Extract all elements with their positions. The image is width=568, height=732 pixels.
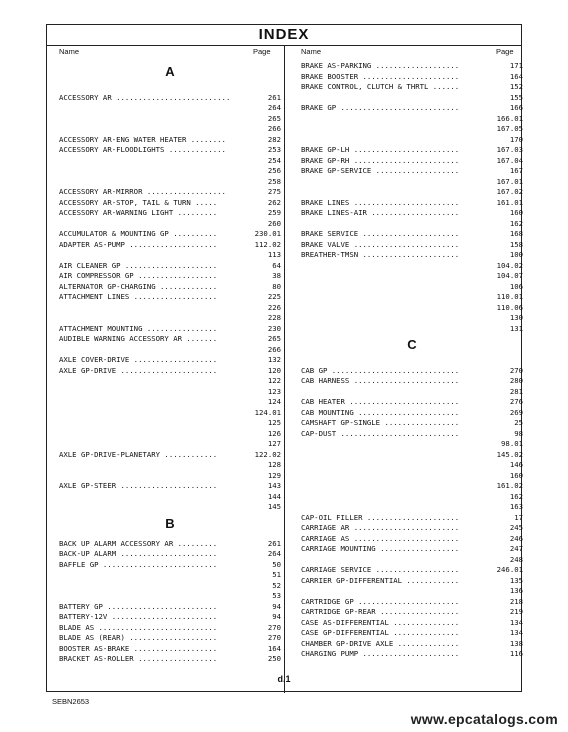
index-entry xyxy=(301,72,523,83)
entry-name: CAMSHAFT GP-SINGLE ................. xyxy=(301,418,460,427)
section-letter: A xyxy=(165,64,175,79)
entry-name: BRAKE GP-RH ........................ xyxy=(301,155,460,165)
index-entry xyxy=(301,208,523,219)
entry-name: BOOSTER AS-BRAKE ................... xyxy=(59,643,218,653)
index-entry xyxy=(301,271,523,282)
page-title: INDEX xyxy=(258,26,310,43)
index-entry xyxy=(301,649,523,660)
index-entry xyxy=(301,534,523,545)
index-entry xyxy=(59,623,281,634)
entry-page: 25 xyxy=(514,418,523,427)
entry-page: 134 xyxy=(509,617,523,627)
entry-page: 146 xyxy=(509,460,523,469)
entry-name: CARTRIDGE GP-REAR .................. xyxy=(301,607,460,616)
spacer xyxy=(301,355,523,366)
left-name-header: Name xyxy=(59,47,80,56)
entry-name: CARRIAGE AS ........................ xyxy=(301,533,460,543)
entry-name: ACCESSORY AR-MIRROR .................. xyxy=(59,187,226,196)
entry-page: 218 xyxy=(509,596,523,606)
entry-name: CAB GP ............................. xyxy=(301,365,460,375)
entry-page: 167 xyxy=(509,166,523,175)
entry-name: CARRIER GP-DIFFERENTIAL ............ xyxy=(301,575,460,585)
entry-page: 38 xyxy=(272,271,281,280)
entry-page: 265 xyxy=(267,334,281,343)
index-entry xyxy=(301,544,523,555)
entry-name: CASE AS-DIFFERENTIAL ............... xyxy=(301,617,460,627)
entry-page: 94 xyxy=(272,601,281,611)
entry-page: 266 xyxy=(267,124,281,133)
entry-name: CAP-DUST ........................... xyxy=(301,428,460,438)
entry-name: ACCUMULATOR & MOUNTING GP .......... xyxy=(59,229,218,238)
section-letter: C xyxy=(407,337,417,352)
entry-page: 253 xyxy=(267,145,281,154)
entry-name: BRAKE GP ........................... xyxy=(301,103,460,112)
index-entry xyxy=(59,560,281,571)
entry-name: BRAKE LINES-AIR .................... xyxy=(301,208,460,217)
spacer xyxy=(59,82,281,93)
entry-page: 171 xyxy=(509,61,523,70)
entry-page: 167.02 xyxy=(496,187,523,196)
index-entry xyxy=(301,597,523,608)
entry-name: CARTRIDGE GP ....................... xyxy=(301,596,460,606)
entry-page: 261 xyxy=(267,92,281,102)
index-entry xyxy=(59,271,281,282)
entry-name: BRAKE BOOSTER ...................... xyxy=(301,71,460,81)
entry-page: 168 xyxy=(509,229,523,238)
index-entry xyxy=(301,198,523,209)
index-entry xyxy=(301,240,523,251)
entry-name: BREATHER-TMSN ...................... xyxy=(301,250,460,259)
entry-page: 160 xyxy=(509,470,523,480)
entry-page: 275 xyxy=(267,187,281,196)
entry-page: 134 xyxy=(509,628,523,637)
index-entry xyxy=(59,156,281,167)
index-entry xyxy=(301,429,523,440)
index-entry xyxy=(59,166,281,177)
index-entry xyxy=(59,471,281,482)
entry-page: 106 xyxy=(509,281,523,291)
entry-page: 110.01 xyxy=(496,292,523,301)
index-entry xyxy=(301,555,523,566)
entry-page: 135 xyxy=(509,575,523,585)
index-entry xyxy=(59,240,281,251)
index-entry xyxy=(59,124,281,135)
index-entry xyxy=(59,261,281,272)
index-entry xyxy=(301,303,523,314)
entry-name: CHAMBER GP-DRIVE AXLE .............. xyxy=(301,638,460,648)
entry-name: BLADE AS ........................... xyxy=(59,622,218,632)
index-entry xyxy=(59,324,281,335)
index-entry xyxy=(301,492,523,503)
document-code: SEBN2653 xyxy=(52,697,90,706)
index-entry xyxy=(59,450,281,461)
entry-name: AUDIBLE WARNING ACCESSORY AR ....... xyxy=(59,334,218,343)
entry-page: 50 xyxy=(272,559,281,569)
entry-page: 80 xyxy=(272,281,281,291)
index-entry xyxy=(301,166,523,177)
index-entry xyxy=(301,219,523,230)
index-entry xyxy=(59,439,281,450)
entry-name: CAB HEATER ......................... xyxy=(301,397,460,406)
entry-name: AXLE COVER-DRIVE ................... xyxy=(59,355,218,364)
entry-page: 282 xyxy=(267,134,281,144)
index-entry xyxy=(301,523,523,534)
entry-page: 136 xyxy=(509,586,523,595)
index-entry xyxy=(301,576,523,587)
entry-page: 230.01 xyxy=(254,229,281,238)
index-entry xyxy=(59,481,281,492)
entry-page: 280 xyxy=(509,376,523,385)
entry-page: 155 xyxy=(509,92,523,102)
column-divider xyxy=(284,45,285,693)
entry-page: 261 xyxy=(267,538,281,548)
entry-page: 138 xyxy=(509,638,523,648)
index-entry xyxy=(301,460,523,471)
title-bar xyxy=(47,25,521,46)
entry-page: 226 xyxy=(267,302,281,312)
index-entry xyxy=(301,229,523,240)
entry-page: 98 xyxy=(514,428,523,438)
index-entry xyxy=(301,502,523,513)
entry-name: CARRIAGE MOUNTING .................. xyxy=(301,544,460,553)
right-index-column xyxy=(301,61,523,660)
entry-page: 100 xyxy=(509,250,523,259)
index-entry xyxy=(59,198,281,209)
entry-name: BACK UP ALARM ACCESSORY AR ......... xyxy=(59,538,218,548)
index-entry xyxy=(301,397,523,408)
index-entry xyxy=(59,229,281,240)
index-entry xyxy=(301,324,523,335)
entry-name: BAFFLE GP .......................... xyxy=(59,559,218,569)
index-entry xyxy=(59,429,281,440)
index-entry xyxy=(301,450,523,461)
entry-name: CAB HARNESS ........................ xyxy=(301,376,460,385)
entry-page: 130 xyxy=(509,313,523,322)
entry-name: ACCESSORY AR-FLOODLIGHTS ............. xyxy=(59,145,226,154)
entry-page: 167.05 xyxy=(496,124,523,133)
index-entry xyxy=(59,502,281,513)
left-page-header: Page xyxy=(253,47,271,56)
index-entry xyxy=(59,145,281,156)
index-entry xyxy=(59,177,281,188)
index-entry xyxy=(59,282,281,293)
entry-page: 166.01 xyxy=(496,113,523,123)
index-entry xyxy=(59,313,281,324)
index-entry xyxy=(59,135,281,146)
entry-page: 246 xyxy=(509,533,523,543)
entry-page: 128 xyxy=(267,460,281,469)
entry-page: 248 xyxy=(509,554,523,564)
index-entry xyxy=(59,334,281,345)
entry-page: 123 xyxy=(267,386,281,396)
entry-page: 219 xyxy=(509,607,523,616)
index-entry xyxy=(301,387,523,398)
entry-name: ACCESSORY AR .......................... xyxy=(59,92,231,102)
entry-page: 144 xyxy=(267,491,281,501)
index-entry xyxy=(59,303,281,314)
index-entry xyxy=(59,602,281,613)
entry-page: 125 xyxy=(267,418,281,427)
entry-page: 160 xyxy=(509,208,523,217)
entry-page: 281 xyxy=(509,386,523,396)
index-entry xyxy=(59,633,281,644)
entry-name: BRAKE GP-SERVICE ................... xyxy=(301,166,460,175)
entry-page: 164 xyxy=(267,643,281,653)
index-entry xyxy=(59,612,281,623)
entry-name: AIR COMPRESSOR GP .................. xyxy=(59,271,218,280)
entry-page: 126 xyxy=(267,428,281,438)
entry-page: 246.01 xyxy=(496,565,523,574)
index-entry xyxy=(59,397,281,408)
entry-name: ACCESSORY AR-WARNING LIGHT ......... xyxy=(59,208,218,217)
entry-page: 122.02 xyxy=(254,449,281,459)
index-entry xyxy=(59,644,281,655)
entry-page: 163 xyxy=(509,502,523,511)
index-entry xyxy=(301,439,523,450)
index-frame xyxy=(46,24,522,692)
entry-page: 104.02 xyxy=(496,260,523,270)
entry-name: BRACKET AS-ROLLER .................. xyxy=(59,654,218,663)
entry-page: 162 xyxy=(509,218,523,228)
entry-name: CARRIAGE SERVICE ................... xyxy=(301,565,460,574)
entry-page: 52 xyxy=(272,580,281,590)
index-entry xyxy=(59,549,281,560)
index-entry xyxy=(59,292,281,303)
entry-page: 260 xyxy=(267,218,281,228)
index-entry xyxy=(59,355,281,366)
entry-name: BATTERY-12V ........................ xyxy=(59,612,218,621)
index-entry xyxy=(301,82,523,93)
entry-page: 164 xyxy=(509,71,523,81)
entry-page: 132 xyxy=(267,355,281,364)
entry-name: ACCESSORY AR-ENG WATER HEATER ........ xyxy=(59,134,226,144)
index-entry xyxy=(301,61,523,72)
entry-page: 116 xyxy=(509,649,523,658)
entry-page: 152 xyxy=(509,82,523,91)
index-entry xyxy=(59,408,281,419)
index-entry xyxy=(301,565,523,576)
entry-page: 256 xyxy=(267,166,281,175)
page-number: d.1 xyxy=(277,674,291,684)
entry-name: BACK-UP ALARM ...................... xyxy=(59,549,218,558)
entry-name: ALTERNATOR GP-CHARGING ............. xyxy=(59,281,218,291)
entry-page: 266 xyxy=(267,344,281,354)
index-entry xyxy=(301,586,523,597)
entry-name: BRAKE GP-LH ........................ xyxy=(301,145,460,154)
index-entry xyxy=(301,418,523,429)
entry-name: BRAKE AS-PARKING ................... xyxy=(301,61,460,70)
right-name-header: Name xyxy=(301,47,322,56)
entry-page: 258 xyxy=(267,176,281,186)
index-entry xyxy=(301,135,523,146)
left-index-column xyxy=(59,61,281,665)
entry-page: 124.01 xyxy=(254,407,281,417)
entry-page: 269 xyxy=(509,407,523,417)
index-entry xyxy=(59,387,281,398)
index-entry xyxy=(301,639,523,650)
index-entry xyxy=(301,313,523,324)
index-entry xyxy=(301,513,523,524)
entry-page: 161.01 xyxy=(496,197,523,207)
index-entry xyxy=(59,460,281,471)
index-entry xyxy=(59,208,281,219)
index-entry xyxy=(301,261,523,272)
index-entry xyxy=(59,418,281,429)
entry-page: 167.04 xyxy=(496,155,523,165)
entry-page: 167.01 xyxy=(496,176,523,186)
entry-name: AXLE GP-DRIVE ...................... xyxy=(59,365,218,375)
entry-page: 110.06 xyxy=(496,302,523,312)
entry-page: 225 xyxy=(267,292,281,301)
index-entry xyxy=(301,250,523,261)
entry-name: BRAKE LINES ........................ xyxy=(301,197,460,207)
entry-name: BLADE AS (REAR) .................... xyxy=(59,633,218,642)
entry-name: ACCESSORY AR-STOP, TAIL & TURN ..... xyxy=(59,197,218,207)
index-entry xyxy=(301,618,523,629)
entry-page: 145 xyxy=(267,502,281,511)
index-entry xyxy=(301,607,523,618)
entry-page: 262 xyxy=(267,197,281,207)
index-entry xyxy=(59,570,281,581)
entry-page: 276 xyxy=(509,397,523,406)
index-entry xyxy=(59,581,281,592)
entry-page: 270 xyxy=(267,633,281,642)
entry-page: 161.02 xyxy=(496,481,523,490)
index-entry xyxy=(301,292,523,303)
index-entry xyxy=(59,345,281,356)
index-entry xyxy=(301,481,523,492)
entry-page: 270 xyxy=(267,622,281,632)
index-entry xyxy=(301,145,523,156)
index-entry xyxy=(59,114,281,125)
right-page-header: Page xyxy=(496,47,514,56)
entry-name: AXLE GP-STEER ...................... xyxy=(59,481,218,490)
entry-name: CAP-OIL FILLER ..................... xyxy=(301,512,460,522)
index-entry xyxy=(59,93,281,104)
entry-page: 228 xyxy=(267,313,281,322)
entry-name: ADAPTER AS-PUMP .................... xyxy=(59,239,218,249)
section-letter: B xyxy=(165,515,175,531)
entry-page: 270 xyxy=(509,365,523,375)
index-entry xyxy=(301,628,523,639)
entry-name: CARRIAGE AR ........................ xyxy=(301,523,460,532)
entry-page: 113 xyxy=(267,250,281,259)
index-entry xyxy=(301,156,523,167)
entry-page: 170 xyxy=(509,134,523,144)
entry-name: BRAKE SERVICE ...................... xyxy=(301,229,460,238)
watermark-site: www.epcatalogs.com xyxy=(410,711,558,727)
entry-page: 120 xyxy=(267,365,281,375)
index-entry xyxy=(301,282,523,293)
entry-page: 127 xyxy=(267,439,281,448)
entry-page: 162 xyxy=(509,491,523,501)
entry-page: 131 xyxy=(509,323,523,333)
entry-name: BATTERY GP ......................... xyxy=(59,601,218,611)
entry-page: 124 xyxy=(267,397,281,406)
entry-page: 145.02 xyxy=(496,449,523,459)
index-entry xyxy=(59,539,281,550)
entry-page: 143 xyxy=(267,481,281,490)
entry-page: 245 xyxy=(509,523,523,532)
index-entry xyxy=(301,93,523,104)
index-entry xyxy=(59,376,281,387)
index-entry xyxy=(59,250,281,261)
index-entry xyxy=(301,471,523,482)
entry-page: 104.07 xyxy=(496,271,523,280)
entry-page: 98.01 xyxy=(501,439,523,448)
entry-page: 53 xyxy=(272,591,281,600)
entry-page: 166 xyxy=(509,103,523,112)
entry-name: AXLE GP-DRIVE-PLANETARY ............ xyxy=(59,449,218,459)
entry-name: ATTACHMENT MOUNTING ................ xyxy=(59,323,218,333)
entry-name: BRAKE CONTROL, CLUTCH & THRTL ...... xyxy=(301,82,460,91)
entry-name: BRAKE VALVE ........................ xyxy=(301,239,460,249)
entry-page: 265 xyxy=(267,113,281,123)
index-entry xyxy=(301,177,523,188)
entry-page: 250 xyxy=(267,654,281,663)
entry-page: 17 xyxy=(514,512,523,522)
index-entry xyxy=(301,114,523,125)
entry-page: 129 xyxy=(267,470,281,480)
index-entry xyxy=(59,219,281,230)
entry-name: AIR CLEANER GP ..................... xyxy=(59,260,218,270)
entry-page: 94 xyxy=(272,612,281,621)
index-entry xyxy=(301,124,523,135)
index-entry xyxy=(301,366,523,377)
index-entry xyxy=(301,103,523,114)
index-entry xyxy=(59,654,281,665)
entry-page: 230 xyxy=(267,323,281,333)
index-entry xyxy=(59,103,281,114)
index-entry xyxy=(59,366,281,377)
entry-name: CAB MOUNTING ....................... xyxy=(301,407,460,417)
entry-page: 264 xyxy=(267,103,281,112)
entry-page: 112.02 xyxy=(254,239,281,249)
entry-page: 64 xyxy=(272,260,281,270)
entry-page: 254 xyxy=(267,155,281,165)
entry-name: CHARGING PUMP ...................... xyxy=(301,649,460,658)
entry-name: CASE GP-DIFFERENTIAL ............... xyxy=(301,628,460,637)
index-entry xyxy=(59,591,281,602)
index-entry xyxy=(301,187,523,198)
index-entry xyxy=(301,408,523,419)
index-entry xyxy=(301,376,523,387)
entry-page: 51 xyxy=(272,570,281,579)
entry-page: 247 xyxy=(509,544,523,553)
index-entry xyxy=(59,492,281,503)
entry-page: 264 xyxy=(267,549,281,558)
entry-page: 122 xyxy=(267,376,281,385)
entry-page: 167.03 xyxy=(496,145,523,154)
index-entry xyxy=(59,187,281,198)
entry-page: 158 xyxy=(509,239,523,249)
entry-name: ATTACHMENT LINES ................... xyxy=(59,292,218,301)
entry-page: 259 xyxy=(267,208,281,217)
